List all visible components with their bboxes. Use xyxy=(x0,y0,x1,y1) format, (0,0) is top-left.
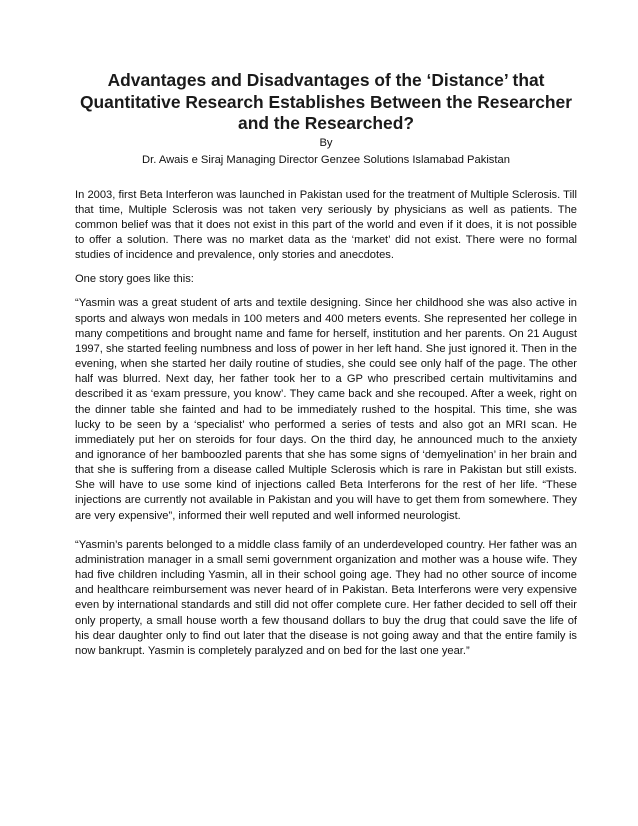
paragraph-story-lead: One story goes like this: xyxy=(75,273,194,286)
paragraph-family-quote: “Yasmin’s parents belonged to a middle class family of an underdeveloped country. Her father was an administration manager in a small semi government organization and mother was a house wife. They had five children including Yasmin, all in their school going age. They had no other source of income and healthcare reimbursement was never heard of in Pakistan. Beta Interferons were very expensive even by international standards and still did not offer complete cure. Her father decided to sell off their only property, a small house worth a few thousand dollars to buy the drug that could save the life of his dear daughter only to find out later that the disease is not going away and that the entire family is now bankrupt. Yasmin is completely paralyzed and on bed for the last one year.” xyxy=(75,538,577,657)
document-title: Advantages and Disadvantages of the ‘Distance’ that Quantitative Research Establishes Between the Researcher and the Researched? xyxy=(80,70,572,133)
paragraph-intro: In 2003, first Beta Interferon was launched in Pakistan used for the treatment of Multiple Sclerosis. Till that time, Multiple Sclerosis was not taken very seriously by physicians as well as patients. The common belief was that it does not exist in this part of the world and even if it does, it is not possible to offer a solution. There was no market data as the ‘market’ did not exist. There were no formal studies of incidence and prevalence, only stories and anecdotes. xyxy=(75,188,577,262)
byline: By xyxy=(319,136,333,149)
author-line: Dr. Awais e Siraj Managing Director Genzee Solutions Islamabad Pakistan xyxy=(142,154,510,166)
paragraph-story-quote: “Yasmin was a great student of arts and textile designing. Since her childhood she was also active in sports and always won medals in 100 meters and 400 meters events. She represented her college in many competitions and brought name and fame for herself, institution and her parents. On 21 August 1997, she started feeling numbness and loss of power in her left hand. She just ignored it. Then in the evening, when she started her daily routine of studies, she could see only half of the page. The other half was blurred. Next day, her father took her to a GP who prescribed certain multivitamins and described it as ‘exam pressure, you know’. They came back and she recouped. After a week, right on the dinner table she fainted and had to be immediately rushed to the hospital. This time, she was lucky to be seen by a ‘specialist’ who performed a series of tests and also got an MRI scan. He immediately put her on steroids for four days. On the third day, he announced much to the anxiety and ignorance of her bamboozled parents that she has some signs of ‘demyelination’ in her brain and that she is suffering from a disease called Multiple Sclerosis which is rare in Pakistan but still exists. She will have to use some kind of injections called Beta Interferons for the rest of her life. “These injections are currently not available in Pakistan and you will have to get them from somewhere. They are very expensive”, informed their well reputed and well informed neurologist. xyxy=(75,297,577,522)
